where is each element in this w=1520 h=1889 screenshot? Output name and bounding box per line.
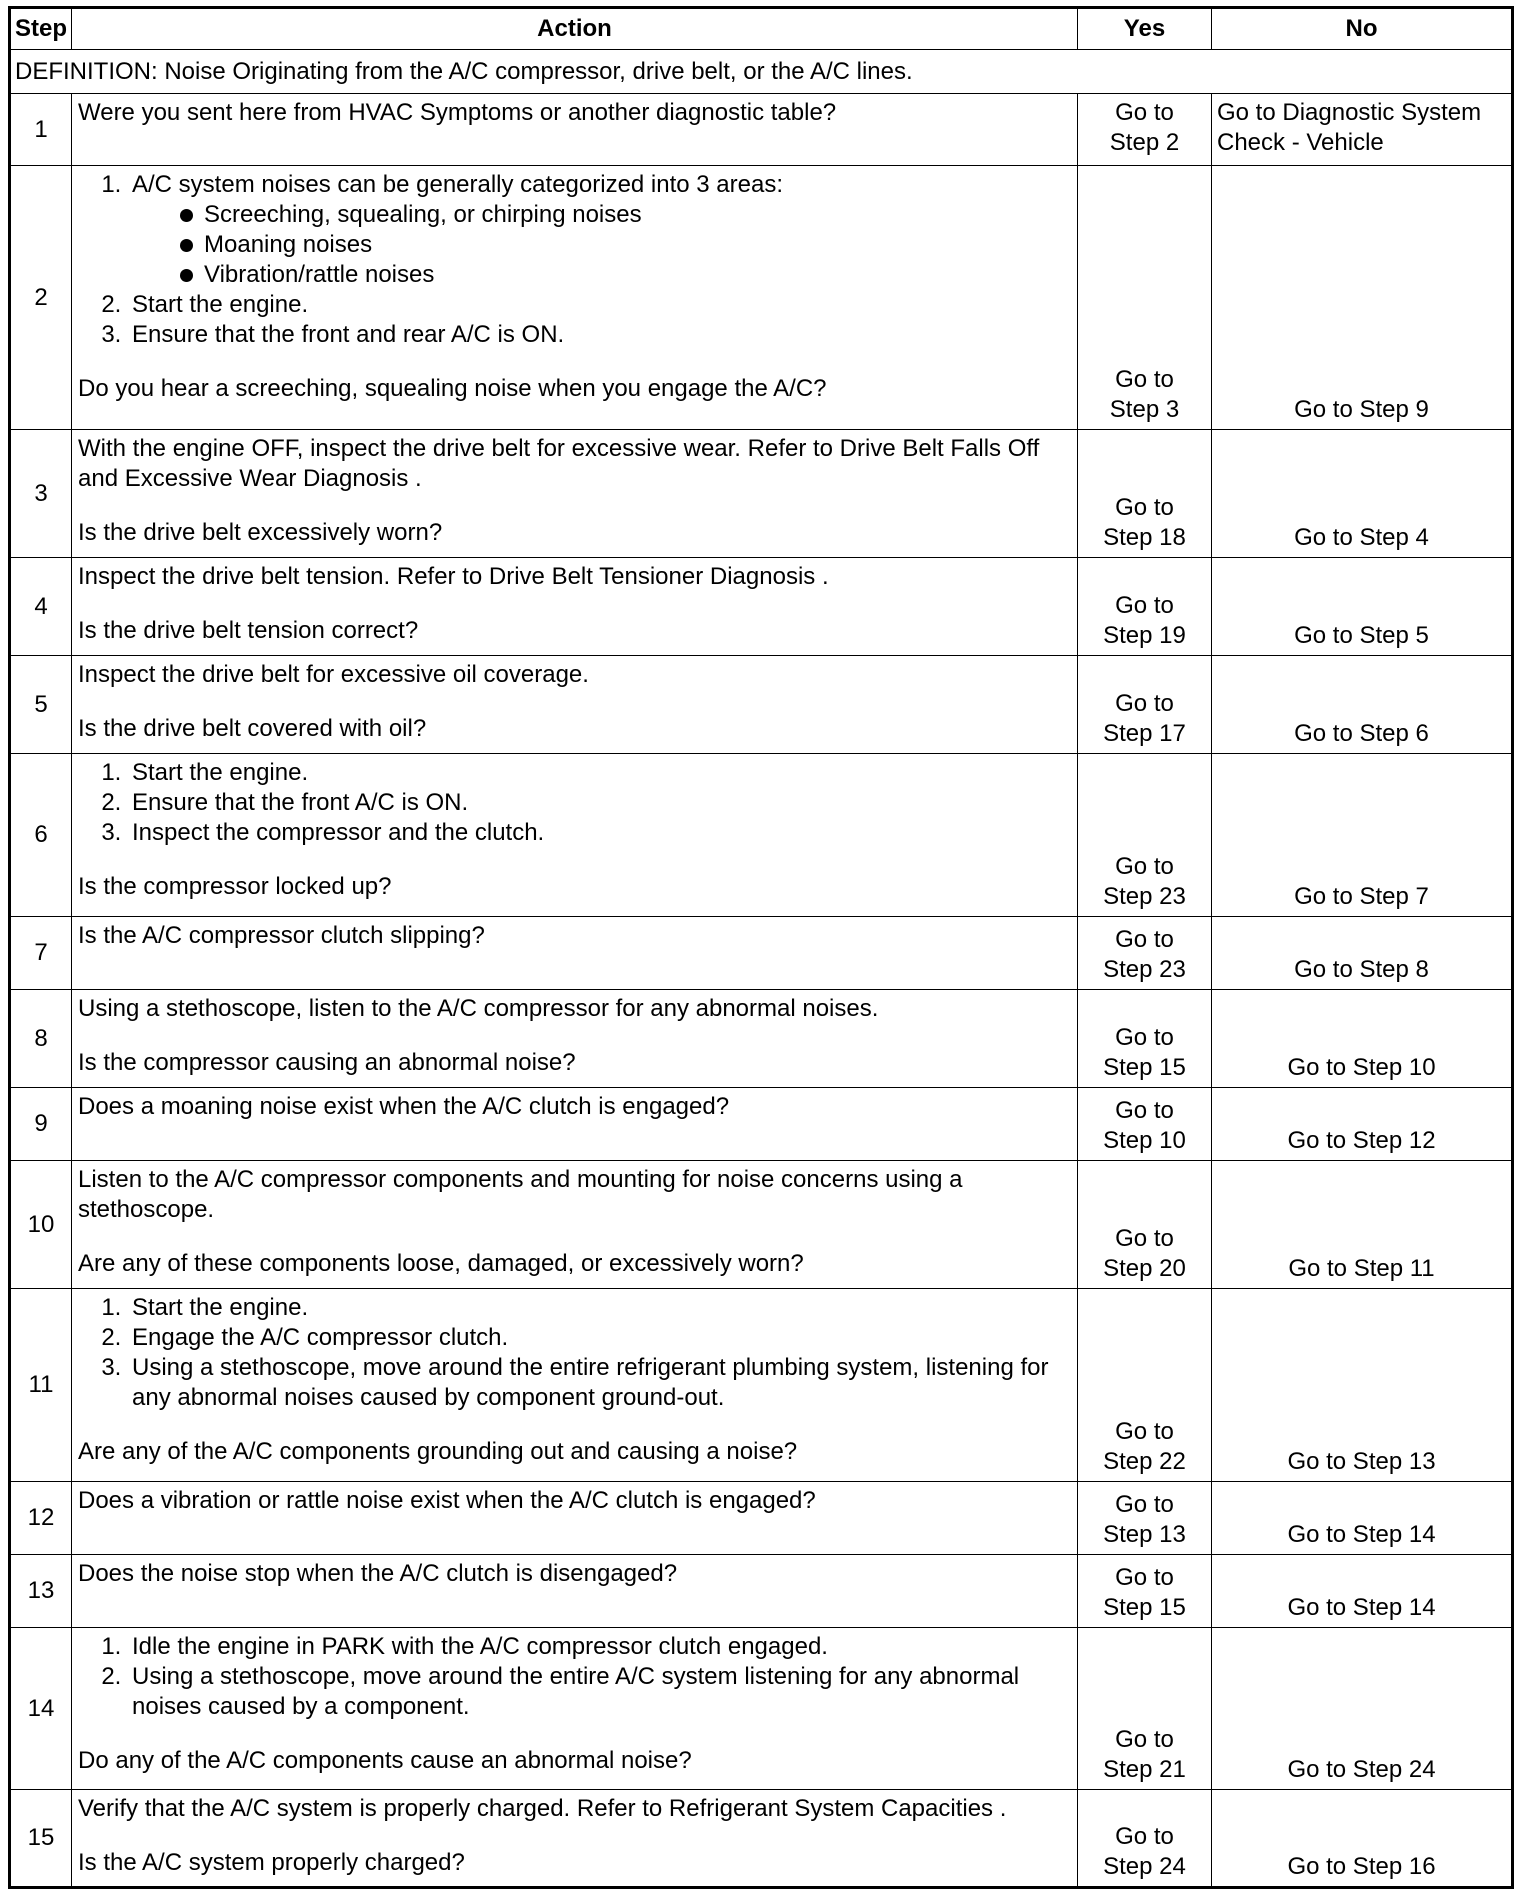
list-item: 2. Start the engine.: [128, 290, 1071, 320]
action-cell: [72, 430, 1078, 558]
question-text: Do any of the A/C components cause an abnormal noise?: [78, 1747, 692, 1774]
action-cell: [72, 990, 1078, 1088]
step-number: 3: [10, 430, 72, 558]
instruction-text: With the engine OFF, inspect the drive belt for excessive wear. Refer to Drive Belt Falls Off and Excessive Wear Diagnosis .: [78, 435, 1040, 492]
no-cell: Go to Step 5: [1212, 558, 1513, 656]
action-cell: [72, 558, 1078, 656]
instruction-list: [78, 1632, 1071, 1722]
no-cell: Go to Step 7: [1212, 754, 1513, 917]
list-item: 1. Start the engine.: [128, 1293, 1071, 1323]
instruction-text: Inspect the drive belt for excessive oil coverage.: [78, 661, 589, 688]
question-text: Is the drive belt covered with oil?: [78, 715, 427, 742]
table-row: [10, 917, 1513, 990]
table-row: [10, 166, 1513, 430]
table-row: [10, 1482, 1513, 1555]
step-number: 6: [10, 754, 72, 917]
yes-cell: Go to Step 24: [1078, 1790, 1212, 1888]
question-text: Is the A/C compressor clutch slipping?: [78, 922, 485, 949]
question-text: Is the compressor locked up?: [78, 873, 392, 900]
action-cell: [72, 1088, 1078, 1161]
no-cell: Go to Step 14: [1212, 1555, 1513, 1628]
definition-row: [10, 50, 1513, 94]
list-item: 2. Engage the A/C compressor clutch.: [128, 1323, 1071, 1353]
yes-cell: Go to Step 2: [1078, 94, 1212, 166]
yes-cell: Go to Step 23: [1078, 917, 1212, 990]
table-row: [10, 430, 1513, 558]
no-cell: Go to Step 24: [1212, 1628, 1513, 1790]
question-text: Were you sent here from HVAC Symptoms or another diagnostic table?: [78, 99, 837, 126]
no-cell: Go to Step 13: [1212, 1289, 1513, 1482]
header-action: Action: [72, 8, 1078, 50]
table-row: [10, 1289, 1513, 1482]
step-number: 8: [10, 990, 72, 1088]
list-item: 2. Ensure that the front A/C is ON.: [128, 788, 1071, 818]
list-item: 2. Using a stethoscope, move around the entire A/C system listening for any abnormal noises caused by a component.: [128, 1662, 1071, 1722]
action-cell: [72, 1289, 1078, 1482]
instruction-list: [78, 758, 1071, 848]
no-cell: Go to Step 16: [1212, 1790, 1513, 1888]
no-cell: Go to Step 6: [1212, 656, 1513, 754]
question-text: Is the compressor causing an abnormal noise?: [78, 1049, 576, 1076]
definition-text: DEFINITION: Noise Originating from the A/C compressor, drive belt, or the A/C lines.: [10, 50, 1513, 94]
no-cell: Go to Step 11: [1212, 1161, 1513, 1289]
bullet-item: Screeching, squealing, or chirping noises: [178, 200, 1071, 230]
header-yes: Yes: [1078, 8, 1212, 50]
step-number: 10: [10, 1161, 72, 1289]
action-cell: [72, 656, 1078, 754]
table-row: [10, 990, 1513, 1088]
yes-cell: Go to Step 17: [1078, 656, 1212, 754]
yes-cell: Go to Step 18: [1078, 430, 1212, 558]
yes-cell: Go to Step 22: [1078, 1289, 1212, 1482]
instruction-text: Verify that the A/C system is properly charged. Refer to Refrigerant System Capacities .: [78, 1795, 1007, 1822]
step-number: 9: [10, 1088, 72, 1161]
diagnostic-table: [8, 6, 1514, 1889]
step-number: 5: [10, 656, 72, 754]
instruction-text: Inspect the drive belt tension. Refer to Drive Belt Tensioner Diagnosis .: [78, 563, 829, 590]
step-number: 1: [10, 94, 72, 166]
instruction-text: Using a stethoscope, listen to the A/C compressor for any abnormal noises.: [78, 995, 879, 1022]
step-number: 14: [10, 1628, 72, 1790]
step-number: 7: [10, 917, 72, 990]
yes-cell: Go to Step 20: [1078, 1161, 1212, 1289]
step-number: 12: [10, 1482, 72, 1555]
question-text: Is the drive belt excessively worn?: [78, 519, 443, 546]
step-number: 11: [10, 1289, 72, 1482]
table-row: [10, 656, 1513, 754]
table-row: [10, 754, 1513, 917]
action-cell: [72, 166, 1078, 430]
action-cell: [72, 917, 1078, 990]
instruction-list: [78, 1293, 1071, 1413]
list-item: 1. Start the engine.: [128, 758, 1071, 788]
no-cell: Go to Diagnostic System Check - Vehicle: [1212, 94, 1513, 166]
question-text: Do you hear a screeching, squealing noise when you engage the A/C?: [78, 375, 827, 402]
action-cell: [72, 754, 1078, 917]
yes-cell: Go to Step 3: [1078, 166, 1212, 430]
step-number: 13: [10, 1555, 72, 1628]
table-row: [10, 1790, 1513, 1888]
step-number: 4: [10, 558, 72, 656]
table-row: [10, 1628, 1513, 1790]
question-text: Is the A/C system properly charged?: [78, 1849, 465, 1876]
step-number: 2: [10, 166, 72, 430]
yes-cell: Go to Step 15: [1078, 1555, 1212, 1628]
list-item: 3. Using a stethoscope, move around the entire refrigerant plumbing system, listening for any abnormal noises caused by component ground-out.: [128, 1353, 1071, 1413]
no-cell: Go to Step 10: [1212, 990, 1513, 1088]
question-text: Does the noise stop when the A/C clutch is disengaged?: [78, 1560, 678, 1587]
action-cell: [72, 1628, 1078, 1790]
list-item-text: A/C system noises can be generally categorized into 3 areas:: [132, 171, 784, 198]
yes-cell: Go to Step 19: [1078, 558, 1212, 656]
table-row: [10, 94, 1513, 166]
question-text: Does a vibration or rattle noise exist when the A/C clutch is engaged?: [78, 1487, 816, 1514]
question-text: Does a moaning noise exist when the A/C clutch is engaged?: [78, 1093, 730, 1120]
question-text: Is the drive belt tension correct?: [78, 617, 419, 644]
no-cell: Go to Step 4: [1212, 430, 1513, 558]
table-row: [10, 1088, 1513, 1161]
list-item: [128, 170, 1071, 290]
question-text: Are any of the A/C components grounding out and causing a noise?: [78, 1438, 798, 1465]
list-item: 3. Inspect the compressor and the clutch.: [128, 818, 1071, 848]
action-cell: [72, 1161, 1078, 1289]
action-cell: [72, 1482, 1078, 1555]
table-row: [10, 1555, 1513, 1628]
header-no: No: [1212, 8, 1513, 50]
header-step: Step: [10, 8, 72, 50]
step-number: 15: [10, 1790, 72, 1888]
instruction-text: Listen to the A/C compressor components and mounting for noise concerns using a stethoscope.: [78, 1166, 963, 1223]
yes-cell: Go to Step 10: [1078, 1088, 1212, 1161]
no-cell: Go to Step 12: [1212, 1088, 1513, 1161]
yes-cell: Go to Step 21: [1078, 1628, 1212, 1790]
instruction-list: [78, 170, 1071, 350]
yes-cell: Go to Step 23: [1078, 754, 1212, 917]
yes-cell: Go to Step 15: [1078, 990, 1212, 1088]
bullet-item: Vibration/rattle noises: [178, 260, 1071, 290]
bullet-item: Moaning noises: [178, 230, 1071, 260]
list-item: 1. Idle the engine in PARK with the A/C compressor clutch engaged.: [128, 1632, 1071, 1662]
no-cell: Go to Step 8: [1212, 917, 1513, 990]
header-row: [10, 8, 1513, 50]
question-text: Are any of these components loose, damaged, or excessively worn?: [78, 1250, 804, 1277]
action-cell: [72, 1790, 1078, 1888]
no-cell: Go to Step 14: [1212, 1482, 1513, 1555]
bullet-list: [132, 200, 1071, 290]
yes-cell: Go to Step 13: [1078, 1482, 1212, 1555]
table-row: [10, 558, 1513, 656]
no-cell: Go to Step 9: [1212, 166, 1513, 430]
action-cell: [72, 1555, 1078, 1628]
list-item: 3. Ensure that the front and rear A/C is ON.: [128, 320, 1071, 350]
table-row: [10, 1161, 1513, 1289]
action-cell: [72, 94, 1078, 166]
